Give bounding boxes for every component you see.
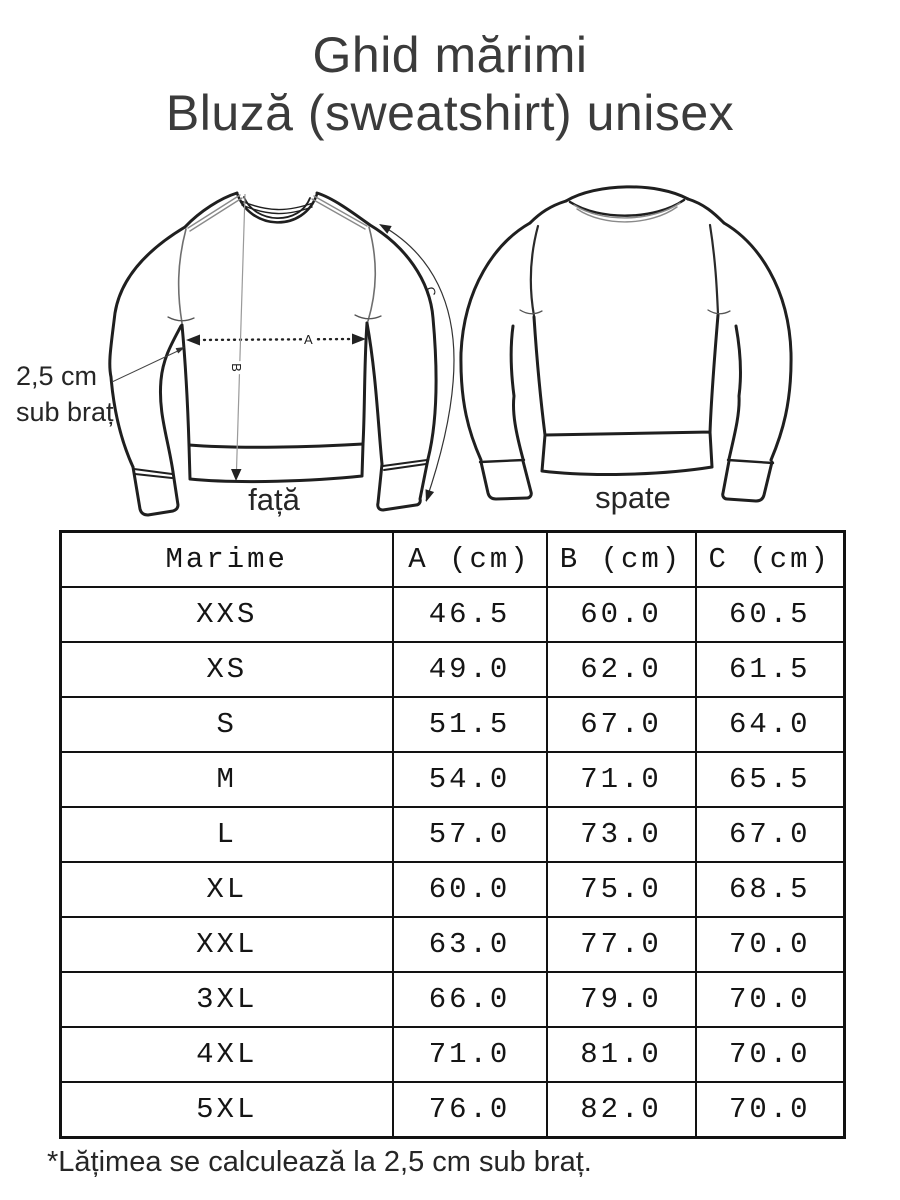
table-row: [61, 1082, 845, 1138]
front-armhole-seams: [179, 227, 376, 323]
size-cell: XS: [61, 642, 393, 697]
annotation-leader-line: [112, 349, 182, 382]
size-table: [59, 530, 846, 1139]
table-header-row: [61, 532, 845, 588]
back-left-inner-sleeve: [511, 326, 523, 459]
sweatshirt-diagram: [0, 168, 900, 530]
back-shoulders: [530, 199, 724, 223]
value-cell: 57.0: [393, 807, 547, 862]
front-sweatshirt-drawing: [110, 193, 436, 515]
back-hem: [542, 432, 712, 474]
value-cell: 70.0: [696, 917, 845, 972]
size-cell: XXS: [61, 587, 393, 642]
front-body-left: [182, 325, 189, 445]
value-cell: 62.0: [547, 642, 696, 697]
measure-label-b: B: [228, 363, 244, 372]
value-cell: 64.0: [696, 697, 845, 752]
header-a-cm: A (cm): [393, 532, 547, 588]
table-row: [61, 917, 845, 972]
underarm-annotation-line2: sub braț: [16, 397, 114, 427]
measure-label-a: A: [304, 332, 313, 347]
value-cell: 75.0: [547, 862, 696, 917]
value-cell: 73.0: [547, 807, 696, 862]
measure-line-a: [192, 339, 360, 340]
front-hem: [189, 444, 363, 482]
value-cell: 66.0: [393, 972, 547, 1027]
table-row: [61, 697, 845, 752]
size-cell: 5XL: [61, 1082, 393, 1138]
measure-line-b: [237, 194, 246, 470]
table-row: [61, 862, 845, 917]
value-cell: 67.0: [547, 697, 696, 752]
value-cell: 82.0: [547, 1082, 696, 1138]
measure-line-c: [381, 225, 454, 501]
table-row: [61, 642, 845, 697]
value-cell: 68.5: [696, 862, 845, 917]
sweatshirt-line-art: [0, 168, 900, 530]
size-cell: 4XL: [61, 1027, 393, 1082]
value-cell: 71.0: [547, 752, 696, 807]
value-cell: 70.0: [696, 972, 845, 1027]
page-title-line2: Bluză (sweatshirt) unisex: [165, 85, 735, 141]
front-view-label: față: [248, 482, 300, 517]
size-cell: L: [61, 807, 393, 862]
back-right-cuff: [723, 461, 772, 501]
value-cell: 65.5: [696, 752, 845, 807]
value-cell: 46.5: [393, 587, 547, 642]
size-cell: 3XL: [61, 972, 393, 1027]
underarm-annotation: [16, 358, 114, 430]
back-right-cuff-rib: [728, 460, 773, 463]
measure-arrowhead-b: [231, 469, 242, 481]
back-view-label: spate: [595, 480, 671, 515]
value-cell: 76.0: [393, 1082, 547, 1138]
value-cell: 79.0: [547, 972, 696, 1027]
front-left-silhouette: [110, 193, 237, 467]
value-cell: 63.0: [393, 917, 547, 972]
underarm-annotation-line1: 2,5 cm: [16, 361, 98, 391]
value-cell: 51.5: [393, 697, 547, 752]
front-right-cuff-rib: [383, 460, 427, 470]
size-cell: M: [61, 752, 393, 807]
back-sweatshirt-drawing: [461, 187, 791, 501]
header-c-cm: C (cm): [696, 532, 845, 588]
table-row: [61, 752, 845, 807]
front-left-cuff-rib: [134, 469, 172, 478]
measure-arrowhead-c-bottom: [426, 489, 435, 502]
back-armpit-marks: [520, 310, 730, 314]
table-row: [61, 1027, 845, 1082]
back-collar-ribs: [574, 203, 680, 222]
page-title: [0, 26, 900, 142]
table-row: [61, 807, 845, 862]
table-row: [61, 587, 845, 642]
measure-arrowhead-a-right: [352, 334, 366, 345]
value-cell: 60.0: [547, 587, 696, 642]
size-cell: XL: [61, 862, 393, 917]
footnote: *Lățimea se calculează la 2,5 cm sub braț.: [47, 1146, 592, 1178]
value-cell: 77.0: [547, 917, 696, 972]
back-right-sleeve-outer: [724, 223, 791, 460]
size-cell: XXL: [61, 917, 393, 972]
value-cell: 70.0: [696, 1027, 845, 1082]
page-title-line1: Ghid mărimi: [312, 27, 588, 83]
measure-label-c: C: [422, 285, 440, 298]
front-right-inner-sleeve: [367, 323, 382, 464]
back-right-inner-sleeve: [729, 326, 740, 459]
back-left-sleeve-outer: [461, 223, 530, 460]
back-body-right: [710, 315, 718, 433]
value-cell: 49.0: [393, 642, 547, 697]
value-cell: 71.0: [393, 1027, 547, 1082]
front-armpit-marks: [168, 315, 381, 321]
header-b-cm: B (cm): [547, 532, 696, 588]
front-right-silhouette: [317, 193, 436, 459]
front-body-right: [363, 323, 367, 444]
value-cell: 67.0: [696, 807, 845, 862]
value-cell: 81.0: [547, 1027, 696, 1082]
back-left-cuff: [481, 461, 531, 499]
back-body-left: [534, 317, 545, 435]
header-marime: Marime: [61, 532, 393, 588]
table-row: [61, 972, 845, 1027]
value-cell: 60.0: [393, 862, 547, 917]
value-cell: 60.5: [696, 587, 845, 642]
back-neck-top: [566, 187, 688, 201]
measure-arrowhead-a-left: [186, 335, 200, 346]
value-cell: 61.5: [696, 642, 845, 697]
value-cell: 70.0: [696, 1082, 845, 1138]
back-armhole-seams: [531, 225, 718, 316]
size-cell: S: [61, 697, 393, 752]
back-left-cuff-rib: [480, 460, 524, 462]
value-cell: 54.0: [393, 752, 547, 807]
